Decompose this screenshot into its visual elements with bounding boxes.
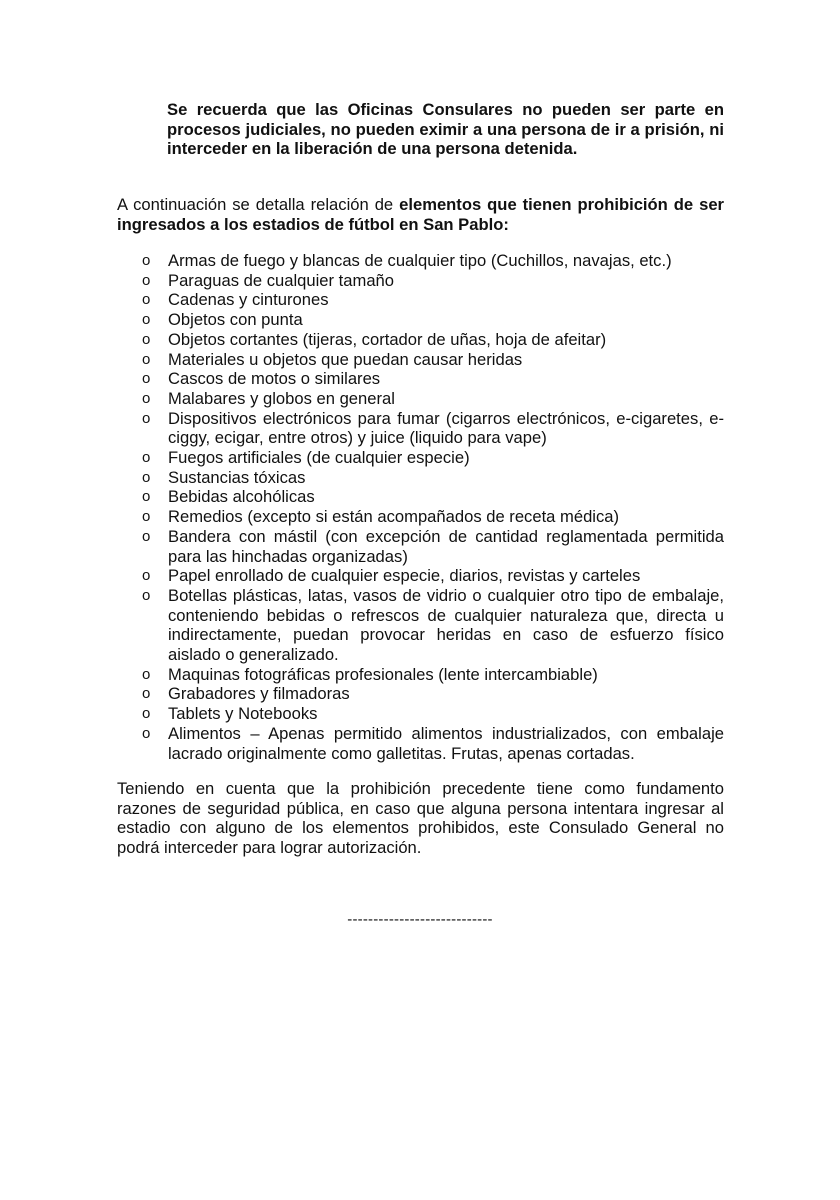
list-item-text: Cascos de motos o similares bbox=[168, 369, 381, 389]
bullet-icon: o bbox=[142, 508, 151, 526]
list-item-text: Tablets y Notebooks bbox=[168, 704, 318, 724]
list-item-text: Objetos cortantes (tijeras, cortador de uñas, hoja de afeitar) bbox=[168, 329, 607, 349]
list-item bbox=[117, 468, 724, 488]
bullet-icon: o bbox=[142, 409, 151, 427]
list-item-text: Objetos con punta bbox=[168, 310, 303, 330]
list-item bbox=[117, 350, 724, 370]
list-item bbox=[117, 724, 724, 763]
bullet-icon: o bbox=[142, 389, 151, 407]
list-item bbox=[117, 310, 724, 330]
list-item-text: Bebidas alcohólicas bbox=[168, 487, 315, 507]
consular-notice-paragraph: Se recuerda que las Oficinas Consulares no pueden ser parte en procesos judiciales, no pueden eximir a una persona de ir a prisión, ni interceder en la liberación de una persona detenida. bbox=[167, 100, 724, 159]
list-item bbox=[117, 665, 724, 685]
intro-bold-text: elementos que tienen prohibición de ser ingresados a los estadios de fútbol en San Pablo: bbox=[117, 195, 725, 234]
bullet-icon: o bbox=[142, 311, 151, 329]
list-item bbox=[117, 586, 724, 665]
list-item bbox=[117, 566, 724, 586]
bullet-icon: o bbox=[142, 468, 151, 486]
bullet-icon: o bbox=[142, 685, 151, 703]
list-item bbox=[117, 409, 724, 448]
list-item-text: Remedios (excepto si están acompañados de receta médica) bbox=[168, 507, 620, 527]
list-item bbox=[117, 369, 724, 389]
list-item-text: Cadenas y cinturones bbox=[168, 290, 329, 310]
list-item bbox=[117, 527, 724, 566]
list-item bbox=[117, 330, 724, 350]
bullet-icon: o bbox=[142, 291, 151, 309]
bullet-icon: o bbox=[142, 705, 151, 723]
list-item-text: Grabadores y filmadoras bbox=[168, 684, 350, 704]
bullet-icon: o bbox=[142, 330, 151, 348]
list-item-text: Bandera con mástil (con excepción de cantidad reglamentada permitida para las hinchadas organizadas) bbox=[168, 526, 724, 566]
bullet-icon: o bbox=[142, 567, 151, 585]
bullet-icon: o bbox=[142, 527, 151, 545]
intro-lead-text: A continuación se detalla relación de bbox=[117, 195, 400, 214]
list-item-text: Armas de fuego y blancas de cualquier tipo (Cuchillos, navajas, etc.) bbox=[168, 251, 672, 270]
list-item-text: Malabares y globos en general bbox=[168, 388, 395, 408]
list-item-text: Maquinas fotográficas profesionales (lente intercambiable) bbox=[168, 664, 598, 684]
prohibited-items-intro bbox=[117, 195, 724, 234]
bullet-icon: o bbox=[142, 724, 151, 742]
list-item bbox=[117, 448, 724, 468]
bullet-icon: o bbox=[142, 665, 151, 683]
bullet-icon: o bbox=[142, 488, 151, 506]
list-item-text: Botellas plásticas, latas, vasos de vidrio o cualquier otro tipo de embalaje, conteniendo bebidas o refrescos de cualquier naturaleza que, directa u indirectamente, puedan provocar heridas en caso de esfuerzo físico aislado o generalizado. bbox=[168, 585, 724, 665]
prohibited-items-list bbox=[117, 251, 724, 763]
list-item-text: Dispositivos electrónicos para fumar (cigarros electrónicos, e-cigaretes, e-ciggy, ecigar, entre otros) y juice (liquido para vape) bbox=[168, 408, 724, 448]
list-item bbox=[117, 684, 724, 704]
list-item bbox=[117, 704, 724, 724]
end-divider: ---------------------------- bbox=[347, 911, 493, 928]
list-item-text: Sustancias tóxicas bbox=[168, 467, 306, 487]
list-item bbox=[117, 290, 724, 310]
list-item bbox=[117, 487, 724, 507]
bullet-icon: o bbox=[142, 586, 151, 604]
list-item-text: Alimentos – Apenas permitido alimentos industrializados, con embalaje lacrado originalmente como galletitas. Frutas, apenas cortadas. bbox=[168, 723, 724, 763]
bullet-icon: o bbox=[142, 370, 151, 388]
list-item bbox=[117, 271, 724, 291]
bullet-icon: o bbox=[142, 252, 151, 269]
bullet-icon: o bbox=[142, 449, 151, 467]
list-item-text: Materiales u objetos que puedan causar heridas bbox=[168, 349, 523, 369]
bullet-icon: o bbox=[142, 271, 151, 289]
bullet-icon: o bbox=[142, 350, 151, 368]
list-item bbox=[117, 389, 724, 409]
closing-paragraph: Teniendo en cuenta que la prohibición precedente tiene como fundamento razones de seguridad pública, en caso que alguna persona intentara ingresar al estadio con alguno de los elementos prohibidos, este Consulado General no podrá interceder para lograr autorización. bbox=[117, 779, 724, 858]
list-item-text: Papel enrollado de cualquier especie, diarios, revistas y carteles bbox=[168, 566, 641, 586]
list-item bbox=[117, 251, 724, 271]
list-item-text: Fuegos artificiales (de cualquier especie) bbox=[168, 448, 470, 468]
list-item bbox=[117, 507, 724, 527]
list-item-text: Paraguas de cualquier tamaño bbox=[168, 270, 395, 290]
